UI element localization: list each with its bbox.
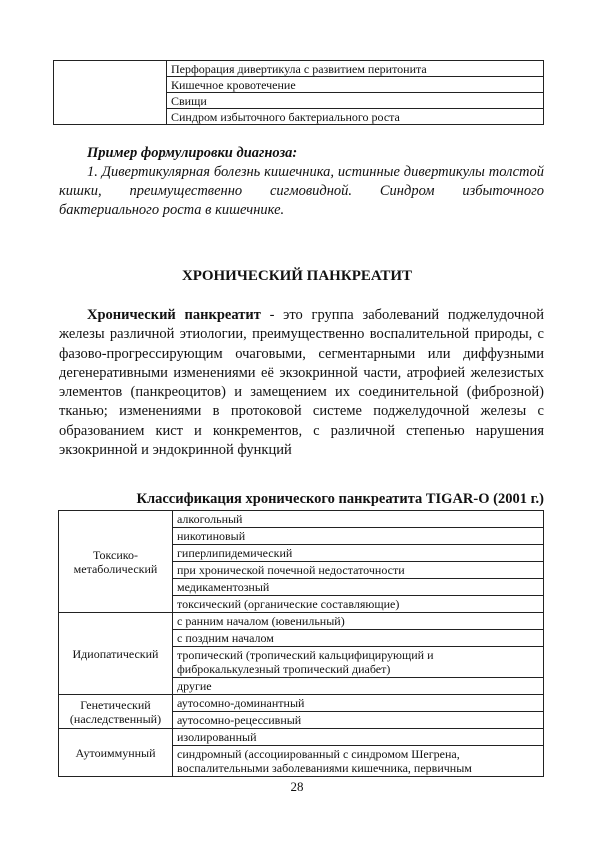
definition-paragraph [59,306,544,460]
category-label: Токсико-метаболический [59,511,173,613]
table-row: токсический (органические составляющие) [173,596,544,613]
table-row: Перфорация дивертикула с развитием перитонита [167,61,544,77]
diagnosis-example [59,144,544,220]
page-number: 28 [290,779,304,794]
table-row: Синдром избыточного бактериального роста [167,109,544,125]
section-title: ХРОНИЧЕСКИЙ ПАНКРЕАТИТ [181,268,413,284]
table-row: при хронической почечной недостаточности [173,562,544,579]
classification-title: Классификация хронического панкреатита TIGAR-O (2001 г.) [136,491,544,507]
table-row: другие [173,678,544,695]
table-row: Свищи [167,93,544,109]
table-row: синдромный (ассоциированный с синдромом Шегрена, воспалительными заболеваниями кишечника, первичным [173,746,544,777]
definition-term: Хронический панкреатит [87,307,261,323]
table-row: с поздним началом [173,630,544,647]
category-label: Аутоиммунный [59,729,173,777]
table-row: алкогольный [173,511,544,528]
table-row: аутосомно-доминантный [173,695,544,712]
example-body: 1. Дивертикулярная болезнь кишечника, истинные дивертикулы толстой кишки, преимущественно сигмовидной. Синдром избыточного бактериального роста в кишечнике. [59,164,544,218]
example-heading: Пример формулировки диагноза: [87,145,298,161]
table-row: тропический (тропический кальцифицирующий и фиброкалькулезный тропический диабет) [173,647,544,678]
empty-cell [54,61,167,125]
classification-table [58,510,544,777]
table-row: никотиновый [173,528,544,545]
table-row: с ранним началом (ювенильный) [173,613,544,630]
category-label: Идиопатический [59,613,173,695]
definition-text: - это группа заболеваний поджелудочной железы различной этиологии, преимущественно воспалительной природы, с фазово-прогрессирующим очаговыми, сегментарными или диффузными дегенеративными изменениями её экзокринной части, атрофией железистых элементов (панкреоцитов) и замещением их соединительной (фиброзной) тканью; изменениями в протоковой системе поджелудочной железы с образованием кист и конкрементов, с различной степенью нарушения экзокринной и эндокринной функций [59,307,544,459]
table-row: изолированный [173,729,544,746]
category-label: Генетический (наследственный) [59,695,173,729]
table-row: гиперлипидемический [173,545,544,562]
complications-table [53,60,544,125]
table-row: Кишечное кровотечение [167,77,544,93]
table-row: аутосомно-рецессивный [173,712,544,729]
table-row: медикаментозный [173,579,544,596]
